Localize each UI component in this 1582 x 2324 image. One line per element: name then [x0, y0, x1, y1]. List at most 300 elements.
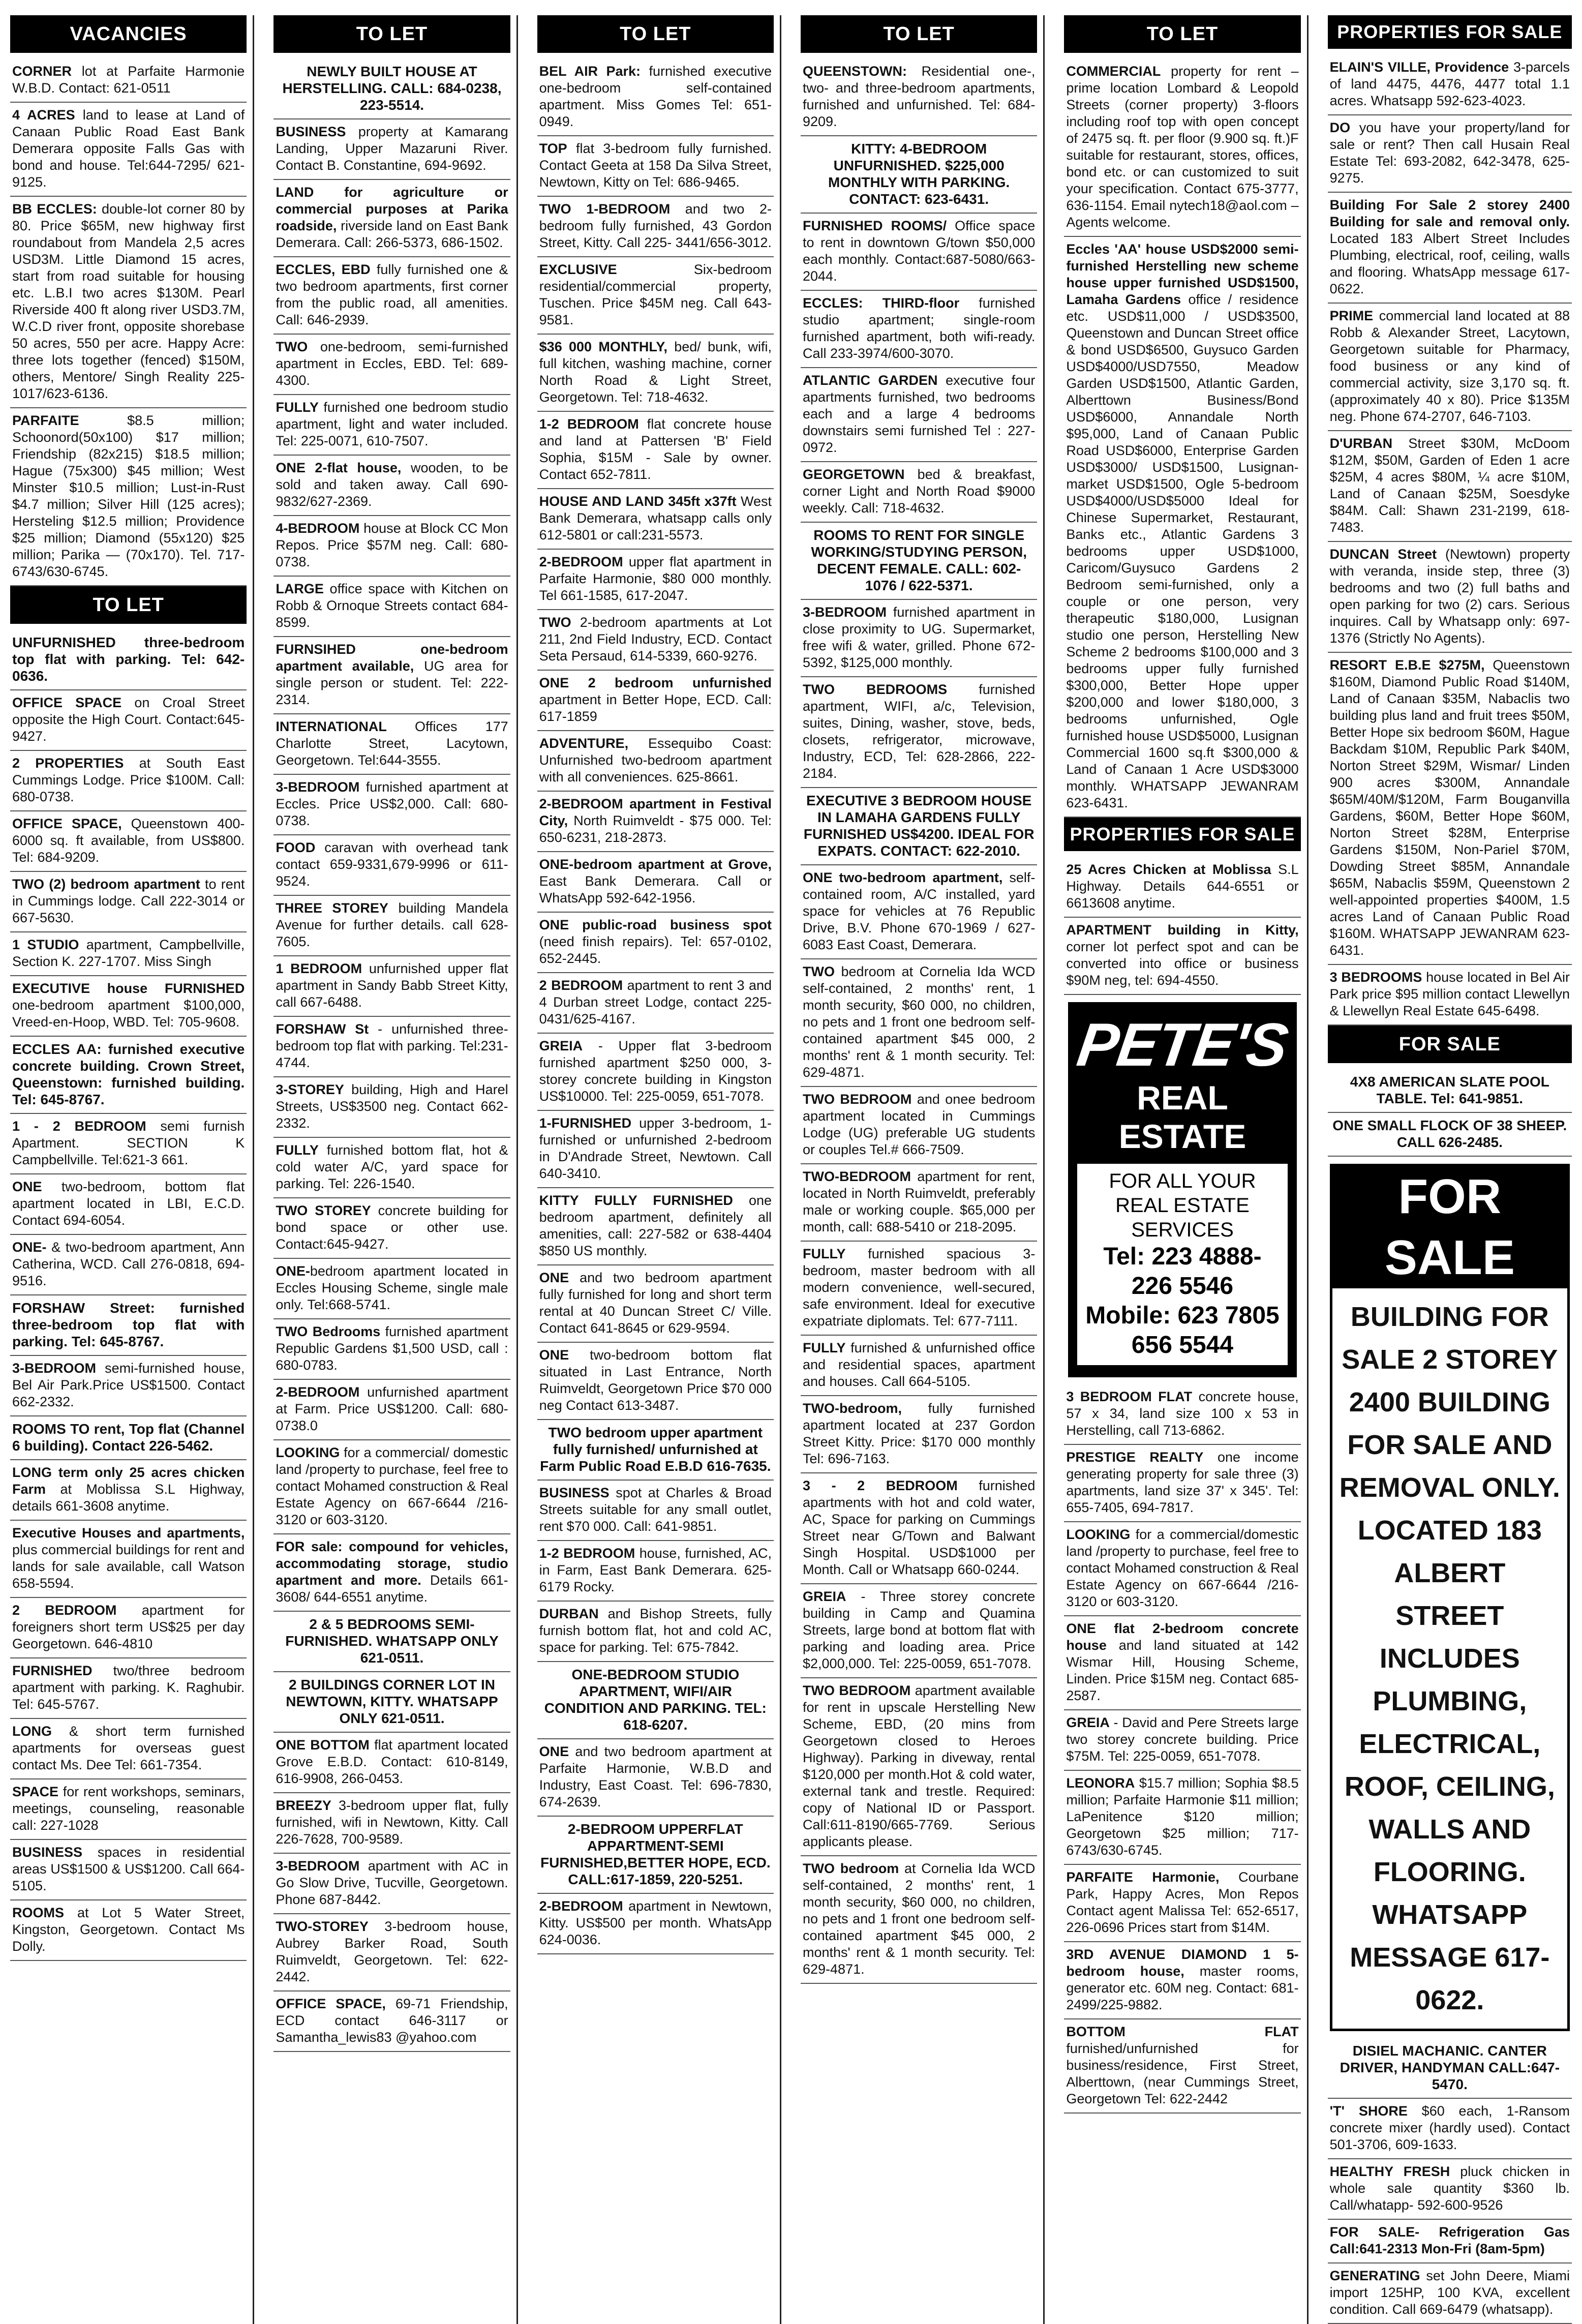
- ad-lead-text: FOR sale: compound for vehicles, accommodating storage, studio apartment and more.: [276, 1539, 508, 1588]
- column-3: [537, 15, 781, 2324]
- ad-body-text: 3-bedroom upper flat, fully furnished, wifi in Newtown, Kitty. Call 226-7628, 700-9589.: [276, 1798, 508, 1847]
- classified-ad: [1064, 237, 1300, 818]
- classified-ad: [1064, 1942, 1300, 2019]
- classified-ad: [273, 1733, 510, 1793]
- ad-lead-text: ONE: [12, 1179, 42, 1194]
- classified-ad: [273, 775, 510, 835]
- ad-lead-text: TWO: [539, 615, 571, 630]
- ad-body-text: - Upper flat 3-bedroom furnished apartment $250 000, 3-storey concrete building in Kingston US$10000. Tel: 225-0059, 651-7078.: [539, 1038, 772, 1104]
- classified-ad: [273, 896, 510, 956]
- ad-lead-text: RESORT E.B.E $275M,: [1329, 657, 1485, 673]
- ad-body-text: at Lot 5 Water Street, Kingston, Georgetown. Contact Ms Dolly.: [12, 1905, 245, 1954]
- ad-lead-text: SPACE: [12, 1784, 59, 1799]
- classified-ad: [273, 1991, 510, 2052]
- classified-ad: [801, 1678, 1037, 1856]
- ad-body-text: Details 661-3608/ 644-6551 anytime.: [276, 1573, 508, 1605]
- classified-ad: [273, 1380, 510, 1440]
- classified-ad: [801, 1584, 1037, 1678]
- classified-ad: [537, 1481, 774, 1541]
- ad-lead-text: KITTY: 4-BEDROOM UNFURNISHED. $225,000 MONTHLY WITH PARKING. CONTACT: 623-6431.: [828, 141, 1010, 207]
- ad-body-text: and onee bedroom apartment located in Cummings Lodge (UG) preferable UG students or couples Tel.# 666-7509.: [803, 1092, 1036, 1157]
- promo-tagline: FOR ALL YOUR REAL ESTATE SERVICES: [1109, 1170, 1256, 1241]
- classified-ad: [1064, 59, 1300, 237]
- ad-lead-text: 4 ACRES: [12, 107, 75, 123]
- ad-body-text: concrete building for bond space or other use. Contact:645-9427.: [276, 1203, 508, 1252]
- ad-lead-text: 2-BEDROOM UPPERFLAT APPARTMENT-SEMI FURNISHED,BETTER HOPE, ECD. CALL:617-1859, 220-5251.: [540, 1821, 771, 1887]
- classified-ad: [10, 1416, 247, 1460]
- ad-lead-text: GREIA: [803, 1589, 846, 1604]
- classified-ad: [801, 1336, 1037, 1396]
- classified-ad: [1064, 1445, 1300, 1522]
- classified-ad: [273, 1534, 510, 1612]
- ad-lead-text: GEORGETOWN: [803, 467, 905, 482]
- ad-lead-text: BREEZY: [276, 1798, 331, 1813]
- classified-ad: [801, 1087, 1037, 1164]
- ad-body-text: flat apartment located Grove E.B.D. Contact: 610-8149, 616-9908, 266-0453.: [276, 1737, 508, 1786]
- classified-ad: [1064, 1616, 1300, 1710]
- section-header-to-let: TO LET: [1064, 15, 1300, 53]
- ad-body-text: on Croal Street opposite the High Court. Contact:645-9427.: [12, 695, 245, 744]
- ad-body-text: furnished & unfurnished office and residential spaces, apartment and houses. Call 664-5105.: [803, 1340, 1036, 1389]
- ad-lead-text: LAND for agriculture or commercial purposes at Parika roadside,: [276, 185, 508, 233]
- classified-ad: [1328, 193, 1572, 304]
- ad-body-text: 2-bedroom apartments at Lot 211, 2nd Field Industry, ECD. Contact Seta Persaud, 614-5339, 660-9276.: [539, 615, 772, 663]
- classified-ad: [10, 1460, 247, 1521]
- classified-ad: [801, 959, 1037, 1087]
- ad-lead-text: TWO-STOREY: [276, 1919, 369, 1934]
- classified-ad: [10, 1900, 247, 1961]
- ad-lead-text: $36 000 MONTHLY,: [539, 339, 667, 354]
- ad-lead-text: BOTTOM FLAT: [1066, 2024, 1299, 2039]
- classified-ad: [273, 956, 510, 1017]
- classified-ad: [273, 1854, 510, 1914]
- classified-ad: [537, 257, 774, 335]
- ad-lead-text: 2 BUILDINGS CORNER LOT IN NEWTOWN, KITTY. WHATSAPP ONLY 621-0511.: [286, 1677, 498, 1726]
- ad-lead-text: EXCLUSIVE: [539, 262, 617, 277]
- ad-lead-text: 1-2 BEDROOM: [539, 1546, 635, 1561]
- ad-body-text: wooden, to be sold and taken away. Call 690-9832/627-2369.: [276, 460, 508, 509]
- classified-ad: [1328, 2038, 1572, 2099]
- ad-lead-text: DUNCAN Street: [1329, 547, 1437, 562]
- classified-ad: [273, 637, 510, 714]
- ad-body-text: furnished executive one-bedroom self-contained apartment. Miss Gomes Tel: 651-0949.: [539, 64, 772, 129]
- ad-lead-text: QUEENSTOWN:: [803, 64, 907, 79]
- classified-ad: [801, 59, 1037, 136]
- ad-lead-text: 3RD AVENUE DIAMOND 1 5-bedroom house,: [1066, 1947, 1299, 1979]
- ad-lead-text: PARFAITE Harmonie,: [1066, 1869, 1220, 1885]
- ad-lead-text: ROOMS: [12, 1905, 65, 1920]
- ad-body-text: commercial land located at 88 Robb & Alexander Street, Lacytown, Georgetown suitable for Pharmacy, food business or any kind of commercial activity, size 3,170 sq. ft. (approximately 40 x 80). Price $135M neg. Phone 674-2707, 646-7103.: [1329, 308, 1570, 424]
- ad-lead-text: 3 BEDROOM FLAT: [1066, 1389, 1193, 1404]
- ad-body-text: building, High and Harel Streets, US$3500 neg. Contact 662-2332.: [276, 1082, 508, 1131]
- classified-ad: [801, 1473, 1037, 1584]
- ad-lead-text: 4-BEDROOM: [276, 521, 360, 536]
- ad-lead-text: HEALTHY FRESH: [1329, 2164, 1450, 2179]
- ad-body-text: one bedroom apartment, definitely all amenities, call: 227-582 or 638-4404 $850 US monthly.: [539, 1193, 772, 1258]
- ad-lead-text: ROOMS TO rent, Top flat (Channel 6 building). Contact 226-5462.: [12, 1421, 245, 1454]
- ad-body-text: & short term furnished apartments for overseas guest contact Ms. Dee Tel: 661-7354.: [12, 1724, 245, 1772]
- ad-body-text: Street $30M, McDoom $12M, $50M, Garden of Eden 1 acre $25M, 4 acres $80M, ¼ acre $10M, Land of Canaan $25M, Soesdyke $84M. Call: Shawn 231-2199, 618-7483.: [1329, 436, 1570, 535]
- ad-body-text: Six-bedroom residential/commercial property, Tuschen. Price $45M neg. Call 643-9581.: [539, 262, 772, 327]
- ad-lead-text: CORNER: [12, 64, 72, 79]
- ad-lead-text: Executive Houses and apartments,: [12, 1525, 245, 1541]
- ad-lead-text: ONE public-road business spot: [539, 917, 772, 932]
- ad-lead-text: LARGE: [276, 581, 324, 596]
- ad-lead-text: TWO BEDROOMS: [803, 682, 948, 697]
- classified-ad: [273, 516, 510, 577]
- building-for-sale-ad: [1330, 1164, 1570, 2031]
- ad-body-text: executive four apartments furnished, two bedrooms each and a large 4 bedrooms downstairs semi furnished Tel : 227-0972.: [803, 373, 1036, 455]
- classified-ad: [801, 136, 1037, 214]
- ad-body-text: apartment, Campbellville, Section K. 227-1707. Miss Singh: [12, 937, 245, 969]
- ad-body-text: office / residence etc. USD$11,000 / USD$3500, Queenstown and Duncan Street office & bond USD$6500, Guysuco Garden USD$4000/USD7550, Meadow Garden USD$1500, Atlantic Garden, Alberttown Business/Bond USD$6000, Annandale North $95,000, Land of Canaan Public Road USD$6000, Enterprise Garden USD$3000/ USD$1500, Lusignan-market USD$1500, Ogle 5-bedroom USD$4000/USD$5000 Ideal for Chinese Supermarket, Restaurant, Banks etc., Atlantic Gardens 3 bedrooms upper USD$1000, Caricom/Guysuco Gardens 2 Bedroom semi-furnished, only a couple or one person, very therapeutic $180,000, Lusignan studio one person, Herstelling New Scheme 2 bedrooms $100,000 and 3 bedrooms upper fully furnished $300,000, Better Hope upper $200,000 and lower $180,000, 3 bedrooms unfurnished, Ogle furnished house USD$5000, Lusignan Commercial 1600 sq.ft $300,000 & Land of Canaan 1 Acre USD$3000 monthly. WHATSAPP JEWANRAM 623-6431.: [1066, 292, 1299, 810]
- ad-body-text: - Three storey concrete building in Camp and Quamina Streets, large bond at bottom flat with parking and loading area. Price $2,000,000. Tel: 225-0059, 651-7078.: [803, 1589, 1036, 1671]
- classified-ad: [537, 1739, 774, 1817]
- classified-ad: [801, 1856, 1037, 1984]
- section-header-to-let: TO LET: [10, 586, 247, 624]
- ad-body-text: flat concrete house and land at Pattersen 'B' Field Sophia, $15M - Sale by owner. Contact 652-7811.: [539, 416, 772, 482]
- classified-ad: [10, 1235, 247, 1295]
- ad-lead-text: ONE: [539, 1744, 569, 1759]
- ad-lead-text: OFFICE SPACE: [12, 695, 122, 710]
- classified-ad: [1328, 115, 1572, 193]
- classified-ad: [10, 1174, 247, 1235]
- ad-lead-text: ELAIN'S VILLE, Providence: [1329, 59, 1509, 75]
- ad-lead-text: BUSINESS: [276, 124, 346, 139]
- ad-lead-text: 2-BEDROOM: [276, 1384, 360, 1400]
- ad-lead-text: FORSHAW Street: furnished three-bedroom top flat with parking. Tel: 645-8767.: [12, 1300, 245, 1349]
- classified-ad: [273, 119, 510, 180]
- ad-lead-text: ECCLES: THIRD-floor: [803, 295, 960, 311]
- classified-ad: [273, 59, 510, 119]
- classified-ad: [273, 395, 510, 456]
- classified-ad: [537, 1111, 774, 1188]
- ad-lead-text: 1 - 2 BEDROOM: [12, 1119, 146, 1134]
- ad-body-text: furnished apartments with hot and cold water, AC, Space for parking on Cummings Street near G/Town and Balwant Singh Hospital. USD$1000 per Month. Call or Whatsapp 660-0244.: [803, 1478, 1036, 1577]
- ad-lead-text: ONE BOTTOM: [276, 1737, 370, 1753]
- ad-body-text: Essequibo Coast: Unfurnished two-bedroom apartment with all conveniences. 625-8661.: [539, 736, 772, 784]
- ad-body-text: bedroom apartment located in Eccles Housing Scheme, single male only. Tel:668-5741.: [276, 1263, 508, 1312]
- ad-body-text: office space with Kitchen on Robb & Ornoque Streets contact 684-8599.: [276, 581, 508, 630]
- ad-lead-text: FORSHAW St: [276, 1021, 369, 1037]
- section-header-for-sale: FOR SALE: [1328, 1025, 1572, 1063]
- ads-list: [10, 630, 247, 1961]
- ad-body-text: furnished apartment at Eccles. Price US$2,000. Call: 680-0738.: [276, 779, 508, 828]
- ad-lead-text: 2 & 5 BEDROOMS SEMI-FURNISHED. WHATSAPP ONLY 621-0511.: [285, 1616, 499, 1666]
- ad-lead-text: 3-BEDROOM: [803, 605, 887, 620]
- classified-ad: [537, 1541, 774, 1602]
- ad-lead-text: TOP: [539, 141, 567, 156]
- ad-lead-text: TWO (2) bedroom apartment: [12, 877, 200, 892]
- ad-body-text: apartment for rent, located in North Ruimveldt, preferably male or working couple. $65,000 per month, call: 688-5410 or 218-2095.: [803, 1169, 1036, 1234]
- ad-lead-text: FULLY: [803, 1246, 846, 1261]
- ad-lead-text: 2-BEDROOM apartment in Festival City,: [539, 796, 772, 828]
- classified-ad: [1064, 2019, 1300, 2114]
- ad-lead-text: ONE-: [276, 1263, 310, 1279]
- ad-lead-text: DURBAN: [539, 1606, 599, 1621]
- classified-ad: [273, 714, 510, 775]
- ad-body-text: at Cornelia Ida WCD self-contained, 2 months' rent, 1 month security, $60 000, no children, no pets and 1 front one bedroom self-contained apartment $45 000, 2 months' rent & 1 month security. Tel: 629-4871.: [803, 1861, 1036, 1977]
- classified-ad: [801, 1164, 1037, 1242]
- ad-body-text: at Moblissa S.L Highway, details 661-3608 anytime.: [12, 1482, 245, 1514]
- classified-ad: [10, 751, 247, 811]
- ad-lead-text: NEWLY BUILT HOUSE AT HERSTELLING. CALL: 684-0238, 223-5514.: [282, 64, 502, 113]
- ad-body-text: property for rent – prime location Lombard & Leopold Streets (corner property) 3-floors including roof top with open concept of 2475 sq. ft. per floor (9.900 sq. ft.)F suitable for restaurant, stores, offices, bond etc. or can customized to suit your specification. Contact 675-3777, 636-1154. Email nytech18@aol.com – Agents welcome.: [1066, 64, 1299, 230]
- ad-body-text: Located 183 Albert Street Includes Plumbing, electrical, roof, ceiling, walls and flooring. WhatsApp message 617-0622.: [1329, 231, 1570, 296]
- ad-lead-text: FULLY: [276, 400, 319, 415]
- promo-title: REAL ESTATE: [1118, 1079, 1246, 1155]
- petes-real-estate-ad: [1068, 1002, 1296, 1377]
- ad-lead-text: LONG term only 25 acres chicken Farm: [12, 1465, 245, 1497]
- ads-list: [273, 59, 510, 2052]
- ad-body-text: apartment available for rent in upscale Herstelling New Scheme, EBD, (20 mins from Georgetown closed to Heroes Highway). Parking in diveway, rental $120,000 per month.Hot & cold water, external tank and trestle. Required: copy of National ID or Passport. Call:611-8190/665-7769. Serious applicants please.: [803, 1683, 1036, 1849]
- classified-ad: [10, 1719, 247, 1779]
- classified-ad: [537, 1420, 774, 1481]
- ad-body-text: and two bedroom apartment at Parfaite Harmonie, W.B.D and Industry, East Coast. Tel: 696-7830, 674-2639.: [539, 1744, 772, 1809]
- classified-ad: [537, 1602, 774, 1662]
- classified-ad: [801, 1396, 1037, 1473]
- classified-ad: [1328, 542, 1572, 653]
- ad-body-text: riverside land on East Bank Demerara. Call: 266-5373, 686-1502.: [276, 218, 508, 250]
- ad-lead-text: ECCLES AA: furnished executive concrete building. Crown Street, Queenstown: furnished building. Tel: 645-8767.: [12, 1041, 245, 1107]
- ad-lead-text: FURNISHED ROOMS/: [803, 218, 947, 233]
- ad-lead-text: FULLY: [803, 1340, 846, 1355]
- ad-lead-text: BB ECCLES:: [12, 201, 97, 217]
- ad-body-text: building Mandela Avenue for further details. call 628-7605.: [276, 900, 508, 949]
- ad-body-text: Courbane Park, Happy Acres, Mon Repos Contact agent Malissa Tel: 652-6517, 226-0696 Prices start from $14M.: [1066, 1869, 1299, 1935]
- ad-lead-text: 2-BEDROOM: [539, 1898, 623, 1914]
- classified-ad: [537, 550, 774, 610]
- classified-ad: [537, 489, 774, 550]
- classified-ad: [1064, 918, 1300, 995]
- ad-body-text: apartment in Better Hope, ECD. Call: 617-1859: [539, 692, 772, 724]
- ads-list: [1328, 55, 1572, 1025]
- ad-lead-text: GENERATING: [1329, 2268, 1420, 2283]
- classified-ad: [537, 731, 774, 792]
- ad-body-text: bed & breakfast, corner Light and North Road $9000 weekly. Call: 718-4632.: [803, 467, 1036, 516]
- ad-body-text: for a commercial/ domestic land /property to purchase, feel free to contact Mohamed construction & Real Estate Agency on 667-6644 /216-3120 or 603-3120.: [276, 1445, 508, 1527]
- ad-lead-text: FURNSIHED one-bedroom apartment available,: [276, 642, 508, 674]
- ad-lead-text: 1 STUDIO: [12, 937, 79, 952]
- ad-lead-text: ONE two-bedroom apartment,: [803, 870, 1003, 885]
- ad-body-text: Residential one-, two- and three-bedroom apartments, furnished and unfurnished. Tel: 684-9209.: [803, 64, 1036, 129]
- section-header-vacancies: VACANCIES: [10, 15, 247, 53]
- ad-body-text: land to lease at Land of Canaan Public Road East Bank Demerara opposite Falls Gas with bond and house. Tel:644-7295/ 621-9125.: [12, 107, 245, 190]
- ad-body-text: master rooms, generator etc. 60M neg. Contact: 681-2499/225-9882.: [1066, 1964, 1299, 2012]
- ad-body-text: apartment for foreigners short term US$25 per day Georgetown. 646-4810: [12, 1603, 245, 1651]
- ad-body-text: spot at Charles & Broad Streets suitable for any small outlet, rent $70 000. Call: 641-9851.: [539, 1485, 772, 1534]
- classified-ad: [801, 214, 1037, 291]
- classified-ad: [10, 1598, 247, 1658]
- ad-body-text: $60 each, 1-Ransom concrete mixer (hardly used). Contact 501-3706, 609-1633.: [1329, 2103, 1570, 2152]
- ad-lead-text: UNFURNISHED three-bedroom top flat with parking. Tel: 642-0636.: [12, 635, 245, 684]
- classified-ad: [1328, 2263, 1572, 2324]
- ads-list: [537, 59, 774, 1954]
- classified-ad: [537, 1817, 774, 1894]
- ad-lead-text: ONE: [539, 1270, 569, 1285]
- ad-lead-text: DISIEL MACHANIC. CANTER DRIVER, HANDYMAN CALL:647-5470.: [1340, 2043, 1560, 2092]
- ad-body-text: upper flat apartment in Parfaite Harmonie, $80 000 monthly. Tel 661-1585, 617-2047.: [539, 554, 772, 603]
- ad-body-text: concrete house, 57 x 34, land size 100 x 53 in Herstelling, call 713-6862.: [1066, 1389, 1299, 1438]
- classified-ad: [801, 523, 1037, 600]
- column-5: [1064, 15, 1308, 2324]
- ad-body-text: 3-parcels of land 4475, 4476, 4477 total 1.1 acres. Whatsapp 592-623-4023.: [1329, 59, 1570, 108]
- ad-body-text: & two-bedroom apartment, Ann Catherina, WCD. Call 276-0818, 694-9516.: [12, 1240, 245, 1288]
- ad-body-text: bedroom at Cornelia Ida WCD self-contained, 2 months' rent, 1 month security, $60 000, no children, no pets and 1 front one bedroom self-contained apartment $45 000, 2 months' rent & 1 month security. Tel: 629-4871.: [803, 964, 1036, 1080]
- ad-lead-text: BUSINESS: [539, 1485, 610, 1500]
- ad-body-text: furnished spacious 3-bedroom, master bedroom with all modern convenience, well-secured, safe environment. Ideal for executive expatriate diplomats. Tel: 677-7111.: [803, 1246, 1036, 1329]
- ad-body-text: caravan with overhead tank contact 659-9331,679-9996 or 611-9524.: [276, 840, 508, 889]
- ad-lead-text: 3 - 2 BEDROOM: [803, 1478, 958, 1493]
- classified-ad: [273, 1198, 510, 1259]
- classified-ad: [1328, 2099, 1572, 2159]
- classified-ad: [10, 1779, 247, 1840]
- ad-body-text: plus commercial buildings for rent and lands for sale available, call Watson 658-5594.: [12, 1542, 245, 1591]
- ad-body-text: to rent in Cummings lodge. Call 222-3014 or 667-5630.: [12, 877, 245, 925]
- classified-ad: [1064, 1771, 1300, 1865]
- ad-body-text: furnished apartment in close proximity to UG. Supermarket, free wifi & water, grilled. Phone 672-5392, $125,000 monthly.: [803, 605, 1036, 670]
- ad-lead-text: FOOD: [276, 840, 316, 855]
- classified-ad: [537, 1343, 774, 1420]
- ad-lead-text: TWO Bedrooms: [276, 1324, 381, 1339]
- classified-ad: [10, 1114, 247, 1174]
- ad-body-text: Queenstown $160M, Diamond Public Road $140M, Land of Canaan $35M, Nabaclis two building plus land and fruit trees $50M, Better Hope six bedroom $60M, Hague Backdam $10M, Republic Park $40M, Norton Street $29M, Wismar/ Linden 900 acres $300M, Annandale $65M/40M/$120M, Farm Bouganvilla Gardens, $60M, Better Hope $60M, Norton Street $28M, Enterprise Gardens $150M, Non-Pariel $70M, Dowding Street $85M, Annandale $65M, Nabaclis $59M, Queenstown 2 well-appointed properties $400M, 1.5 acres Land of Canaan Public Road $160M. WHATSAPP JEWANRAM 623-6431.: [1329, 657, 1570, 958]
- classified-ad: [273, 1672, 510, 1733]
- ad-body-text: East Bank Demerara. Call or WhatsApp 592-642-1956.: [539, 873, 772, 906]
- ad-lead-text: ONE SMALL FLOCK OF 38 SHEEP. CALL 626-2485.: [1332, 1118, 1567, 1150]
- ad-body-text: S.L Highway. Details 644-6551 or 6613608 anytime.: [1066, 862, 1299, 911]
- ad-lead-text: 2 BEDROOM: [539, 978, 623, 993]
- section-header-to-let: TO LET: [273, 15, 510, 53]
- ad-lead-text: PARFAITE: [12, 413, 79, 428]
- classified-ad: [10, 103, 247, 197]
- ad-body-text: and two bedroom apartment fully furnished for long and short term rental at 40 Duncan Street C/ Ville. Contact 641-8645 or 629-9594.: [539, 1270, 772, 1336]
- ad-lead-text: 2 BEDROOM: [12, 1603, 117, 1618]
- ad-body-text: upper 3-bedroom, 1-furnished or unfurnished 2-bedroom in D'Andrade Street, Newtown. Call 640-3410.: [539, 1115, 772, 1181]
- classified-ad: [537, 1188, 774, 1265]
- promo-brand-name: PETE'S: [1073, 1011, 1292, 1079]
- classified-ad: [801, 600, 1037, 677]
- ads-list: [801, 59, 1037, 1984]
- ad-body-text: - David and Pere Streets large two storey concrete building. Price $75M. Tel: 225-0059, 651-7078.: [1066, 1715, 1299, 1764]
- ad-lead-text: D'URBAN: [1329, 436, 1393, 451]
- ad-body-text: and Bishop Streets, fully furnish bottom flat, hot and cold AC, space for parking. Tel: 675-7842.: [539, 1606, 772, 1655]
- classified-ad: [10, 1521, 247, 1598]
- classified-ad: [537, 792, 774, 852]
- classified-ad: [1328, 965, 1572, 1025]
- classified-ad: [273, 456, 510, 516]
- ad-lead-text: 'T' SHORE: [1329, 2103, 1408, 2119]
- column-6: [1328, 15, 1572, 2324]
- ad-lead-text: KITTY FULLY FURNISHED: [539, 1193, 733, 1208]
- column-2: [273, 15, 518, 2324]
- classified-ad: [537, 136, 774, 197]
- ad-lead-text: ONE flat 2-bedroom concrete house: [1066, 1621, 1299, 1653]
- ads-list: [1064, 59, 1300, 818]
- classified-ad: [537, 913, 774, 973]
- classified-ad: [273, 180, 510, 257]
- ad-lead-text: ATLANTIC GARDEN: [803, 373, 938, 388]
- classified-ad: [10, 932, 247, 976]
- ad-body-text: 3-bedroom house, Aubrey Barker Road, South Ruimveldt, Georgetown. Tel: 622-2442.: [276, 1919, 508, 1984]
- ad-lead-text: TWO 1-BEDROOM: [539, 201, 671, 217]
- ad-lead-text: GREIA: [539, 1038, 583, 1053]
- ads-list: [1328, 2038, 1572, 2324]
- classified-ad: [273, 835, 510, 896]
- classified-ad: [10, 408, 247, 586]
- ad-body-text: corner lot perfect spot and can be converted into office or business $90M neg, tel: 694-4550.: [1066, 939, 1299, 988]
- classified-ad: [1064, 1865, 1300, 1942]
- ad-body-text: $15.7 million; Sophia $8.5 million; Parfaite Harmonie $11 million; LaPenitence $120 million; Georgetown $25 million; 717-6743/630-6745.: [1066, 1775, 1299, 1858]
- classified-ad: [537, 610, 774, 671]
- ad-lead-text: 25 Acres Chicken at Moblissa: [1066, 862, 1271, 877]
- ad-body-text: one-bedroom, semi-furnished apartment in Eccles, EBD. Tel: 689-4300.: [276, 339, 508, 388]
- ad-lead-text: FURNISHED: [12, 1663, 93, 1678]
- classified-ad: [273, 257, 510, 335]
- ad-body-text: UG area for single person or student. Tel: 222-2314.: [276, 658, 508, 707]
- ad-lead-text: EXECUTIVE 3 BEDROOM HOUSE IN LAMAHA GARDENS FULLY FURNISHED US$4200. IDEAL FOR EXPATS. CONTACT: 622-2010.: [803, 793, 1035, 859]
- column-4: [801, 15, 1045, 2324]
- ad-body-text: one income generating property for sale three (3) apartments, land size 37' x 345'. Tel: 655-7405, 694-7817.: [1066, 1450, 1299, 1515]
- classified-ad: [273, 1259, 510, 1319]
- classified-ad: [10, 976, 247, 1037]
- classified-ad: [273, 1017, 510, 1077]
- classified-ad: [537, 1265, 774, 1343]
- ad-body-text: one-bedroom apartment $100,000, Vreed-en-Hoop, WBD. Tel: 705-9608.: [12, 998, 245, 1030]
- classified-ad: [273, 1440, 510, 1534]
- ad-body-text: you have your property/land for sale or rent? Then call Husain Real Estate Tel: 693-2082, 642-3478, 625-9275.: [1329, 120, 1570, 186]
- ad-lead-text: 1-2 BEDROOM: [539, 416, 639, 432]
- ad-lead-text: BEL AIR Park:: [539, 64, 641, 79]
- ad-body-text: house at Block CC Mon Repos. Price $57M neg. Call: 680-0738.: [276, 521, 508, 569]
- column-1: [10, 15, 254, 2324]
- classified-ad: [10, 1840, 247, 1900]
- classified-ad: [273, 335, 510, 395]
- classified-ad: [801, 462, 1037, 523]
- classified-ad: [1328, 1113, 1572, 1157]
- ad-body-text: Queenstown 400-6000 sq. ft available, from US$800. Tel: 684-9209.: [12, 816, 245, 865]
- classified-ad: [10, 630, 247, 690]
- classified-ad: [801, 788, 1037, 865]
- ad-lead-text: ROOMS TO RENT FOR SINGLE WORKING/STUDYING PERSON, DECENT FEMALE. CALL: 602-1076 / 622-5371.: [811, 527, 1027, 593]
- section-header-properties-for-sale: PROPERTIES FOR SALE: [1064, 818, 1300, 851]
- classified-ad: [1328, 304, 1572, 431]
- ads-list: [10, 59, 247, 586]
- ad-lead-text: TWO: [276, 339, 308, 354]
- classified-ad: [10, 1356, 247, 1416]
- ad-lead-text: EXECUTIVE house FURNISHED: [12, 981, 245, 996]
- ad-body-text: unfurnished apartment at Farm. Price US$1200. Call: 680-0738.0: [276, 1384, 508, 1433]
- classified-ad: [10, 811, 247, 872]
- classified-ad: [273, 1793, 510, 1854]
- ad-body-text: $8.5 million; Schoonord(50x100) $17 million; Friendship (82x215) $18.5 million; Hague (75x300) $45 million; West Minster $10.5 million; Lust-in-Rust $4.7 million; Silver Hill (125 acres); Hersteling $12.5 million; Providence $25 million; Diamond (55x120) $25 million; Parika — (70x170). Tel. 717-6743/630-6745.: [12, 413, 245, 579]
- ad-body-text: flat 3-bedroom fully furnished. Contact Geeta at 158 Da Silva Street, Newtown, Kitty on Tel: 686-9465.: [539, 141, 772, 190]
- classified-ad: [801, 677, 1037, 788]
- ad-body-text: fully furnished one & two bedroom apartments, first corner from the public road, all amenities. Call: 646-2939.: [276, 262, 508, 327]
- forsale-box-body: BUILDING FOR SALE 2 STOREY 2400 BUILDING FOR SALE AND REMOVAL ONLY. LOCATED 183 ALBERT STREET INCLUDES PLUMBING, ELECTRICAL, ROOF, CEILING, WALLS AND FLOORING. WHATSAPP MESSAGE 617-0622.: [1339, 1302, 1560, 2015]
- ad-lead-text: LONG: [12, 1724, 52, 1739]
- ad-lead-text: ONE 2-flat house,: [276, 460, 402, 475]
- ad-lead-text: 3-BEDROOM: [276, 1858, 360, 1874]
- classified-ad: [273, 1914, 510, 1991]
- ad-body-text: 69-71 Friendship, ECD contact 646-3117 or Samantha_lewis83 @yahoo.com: [276, 1996, 508, 2045]
- classified-ad: [10, 872, 247, 932]
- ad-lead-text: OFFICE SPACE,: [12, 816, 122, 831]
- ad-lead-text: DO: [1329, 120, 1351, 135]
- classified-ad: [537, 1034, 774, 1111]
- classified-ad: [537, 412, 774, 489]
- ad-lead-text: LOOKING: [276, 1445, 340, 1460]
